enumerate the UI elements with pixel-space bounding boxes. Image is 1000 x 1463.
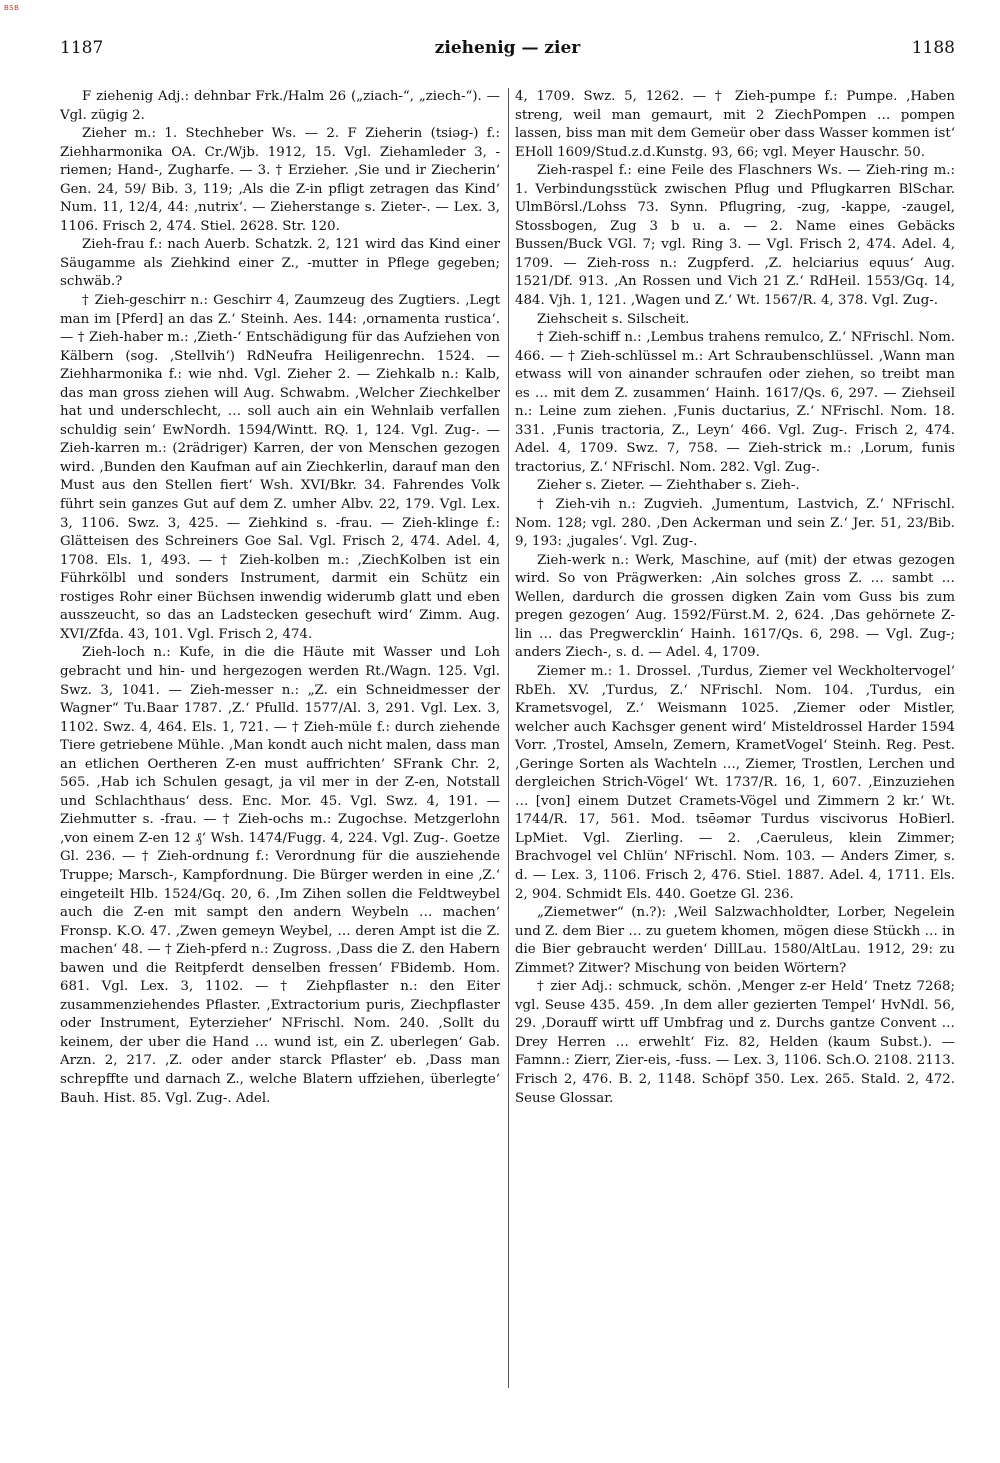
library-stamp: BSB xyxy=(4,4,20,12)
page-title: ziehenig — zier xyxy=(434,38,581,58)
entry-paragraph: Zieher m.: 1. Stechheber Ws. — 2. F Zieherin (tsiəg-) f.: Ziehharmonika OA. Cr./Wjb. 1912, 15. Vgl. Ziehamleder 3, -riemen; Hand-, Zugharfe. — 3. † Erzieher. ‚Sie und ir Ziecherin‘ Gen. 24, 59/ Bib. 3, 119; ‚Als die Z-in pfligt zetragen das Kind‘ Num. 11, 12/4, 44: ‚nutrix‘. — Zieherstange s. Zieter-. — Lex. 3, 1106. Frisch 2, 474. Stiel. 2628. Str. 120. xyxy=(60,126,500,234)
dictionary-columns xyxy=(60,88,955,1448)
entry-paragraph: Zieh-werk n.: Werk, Maschine, auf (mit) der etwas gezogen wird. So von Prägwerken: ‚Ain solches gross Z. … sambt … Wellen, dardurch die grossen digken Zain vom Guss bis zum pregen gezogen‘ Aug. 1592/Fürst.M. 2, 624. ‚Das gehörnete Z-lin … das Pregwercklin‘ Hainh. 1617/Qs. 6, 298. — Vgl. Zug-; anders Ziech-, s. d. — Adel. 4, 1709. xyxy=(515,552,955,661)
entry-paragraph: † Zieh-schiff n.: ‚Lembus trahens remulco, Z.‘ NFrischl. Nom. 466. — † Zieh-schlüssel m.: Art Schraubenschlüssel. ‚Wann man etwass will von ainander schraufen oder ziehen, so treibt man es … mit dem Z. zusammen‘ Hainh. 1617/Qs. 6, 297. — Ziehseil n.: Leine zum ziehen. ‚Funis ductarius, Z.‘ NFrischl. Nom. 18. 331. ‚Funis tractoria, Z., Leyn‘ 466. Vgl. Zug-. Frisch 2, 474. Adel. 4, 1709. Swz. 7, 758. — Zieh-strick m.: ‚Lorum, funis tractorius, Z.‘ NFrischl. Nom. 282. Vgl. Zug-. xyxy=(515,330,955,475)
entry-paragraph: „Ziemetwer“ (n.?): ‚Weil Salzwachholdter, Lorber, Negelein und Z. dem Bier … zu guetem khomen, mögen diese Stückh … in die Bier gebraucht werden‘ DillLau. 1580/AltLau. 1912, 29: zu Zimmet? Zitwer? Mischung von beiden Wörtern? xyxy=(515,905,955,976)
entry-paragraph: Zieh-raspel f.: eine Feile des Flaschners Ws. — Zieh-ring m.: 1. Verbindungsstück zwischen Pflug und Pflugkarren BlSchar. UlmBörsl./Lohss 73. Synn. Pflugring, -zug, -kappe, -zaugel, Stossbogen, Zug 3 b u. a. — 2. Name eines Gebäcks Bussen/Buck VGl. 7; vgl. Ring 3. — Vgl. Frisch 2, 474. Adel. 4, 1709. — Zieh-ross n.: Zugpferd. ‚Z. helciarius equus‘ Aug. 1521/Df. 913. ‚An Rossen und Vich 21 Z.‘ RdHeil. 1553/Gq. 14, 484. Vjh. 1, 121. ‚Wagen und Z.‘ Wt. 1567/R. 4, 378. Vgl. Zug-. xyxy=(515,163,955,309)
entry-paragraph: † zier Adj.: schmuck, schön. ‚Menger z-er Held‘ Tnetz 7268; vgl. Seuse 435. 459. ‚In dem aller gezierten Tempel‘ HvNdl. 56, 29. ‚Dorauff wirtt uff Umbfrag und z. Durchs gantze Convent … Drey Herren … erwehlt‘ Fiz. 82, Helden (kaum Subst.). — Famnn.: Zierr, Zier-eis, -fuss. — Lex. 3, 1106. Sch.O. 2108. 2113. Frisch 2, 476. B. 2, 1148. Schöpf 350. Lex. 265. Stald. 2, 472. Seuse Glossar. xyxy=(515,979,955,1106)
entry-paragraph: F ziehenig Adj.: dehnbar Frk./Halm 26 („ziach-“, „ziech-“). — Vgl. zügig 2. xyxy=(60,89,500,123)
entry-paragraph: † Zieh-geschirr n.: Geschirr 4, Zaumzeug des Zugtiers. ‚Legt man im [Pferd] an das Z.‘ Steinh. Aes. 144: ‚ornamenta rustica‘. — † Zieh-haber m.: ‚Zieth-‘ Entschädigung für das Aufziehen von Kälbern (sog. ‚Stellvih‘) RdNeufra Heiligenrechn. 1524. — Ziehharmonika f.: wie nhd. Vgl. Zieher 2. — Ziehkalb n.: Kalb, das man gross ziehen will Aug. Schwabm. ‚Welcher Ziechkelber hat und underschlecht, … soll auch ain ein Wehnlaib verfallen schuldig sein‘ EwNordh. 1594/Wintt. RQ. 1, 124. Vgl. Zug-. — Zieh-karren m.: (2rädriger) Karren, der von Menschen gezogen wird. ‚Bunden den Kaufman auf ain Ziechkerlin, darauf man den Must aus den Stellen fiert‘ Wsh. XVI/Bkr. 34. Fahrendes Volk führt sein ganzes Gut auf dem Z. umher Albv. 22, 179. Vgl. Lex. 3, 1106. Swz. 3, 425. — Ziehkind s. -frau. — Zieh-klinge f.: Glätteisen des Schreiners Goe Sal. Vgl. Frisch 2, 474. Adel. 4, 1708. Els. 1, 493. — † Zieh-kolben m.: ‚ZiechKolben ist ein Führkölbl und sonders Instrument, darmit ein Schütz ein rostiges Rohr einer Büchsen inwendig widerumb glatt und eben ausszeucht, so das an Ladstecken gesechuft wird‘ Zimm. Aug. XVI/Zfda. 43, 101. Vgl. Frisch 2, 474. xyxy=(60,293,500,642)
entry-paragraph: Zieh-loch n.: Kufe, in die die Häute mit Wasser und Loh gebracht und hin- und hergezogen werden Rt./Wagn. 125. Vgl. Swz. 3, 1041. — Zieh-messer n.: „Z. ein Schneidmesser der Wagner“ Tu.Baar 1787. ‚Z.‘ Pfulld. 1577/Al. 3, 291. Vgl. Lex. 3, 1102. Swz. 4, 464. Els. 1, 721. — † Zieh-müle f.: durch ziehende Tiere getriebene Mühle. ‚Man kondt auch nicht malen, dass man an etlichen Oertheren Z-en must auffrichten‘ SFrank Chr. 2, 565. ‚Hab ich Schulen gesagt, ja vil mer in der Z-en, Notstall und Schlachthaus‘ dess. Enc. Mor. 45. Vgl. Swz. 4, 191. — Ziehmutter s. -frau. — † Zieh-ochs m.: Zugochse. Metzgerlohn ‚von einem Z-en 12 ₰‘ Wsh. 1474/Fugg. 4, 224. Vgl. Zug-. Goetze Gl. 236. — † Zieh-ordnung f.: Verordnung für die ausziehende Truppe; Marsch-, Kampfordnung. Die Bürger werden in eine ‚Z.‘ eingeteilt Hlb. 1524/Gq. 20, 6. ‚Im Zihen sollen die Feldtweybel auch die Z-en mit sampt den andern Weybeln … machen‘ Fronsp. K.O. 47. ‚Zwen gemeyn Weybel, … deren Ampt ist die Z. machen‘ 48. — † Zieh-pferd n.: Zugross. ‚Dass die Z. den Habern bawen und die Reitpferdt denselben fressen‘ FBidemb. Hom. 681. Vgl. Lex. 3, 1102. — † Ziehpflaster n.: den Eiter zusammenziehendes Pflaster. ‚Extractorium puris, Ziechpflaster oder Instrument, Eyterzieher‘ NFrischl. Nom. 240. ‚Sollt du keinem, der uber die Hand … wund ist, ein Z. uberlegen‘ Gab. Arzn. 2, 217. ‚Z. oder ander starck Pflaster‘ eb. ‚Dass man schrepffte und darnach Z., welche Blatern uffziehen, überlegte‘ Bauh. Hist. 85. Vgl. Zug-. Adel. xyxy=(60,645,500,1106)
entry-paragraph: Zieh-frau f.: nach Auerb. Schatzk. 2, 121 wird das Kind einer Säugamme als Ziehkind einer Z., -mutter in Pflege gegeben; schwäb.? xyxy=(60,237,500,290)
entry-paragraph: † Zieh-vih n.: Zugvieh. ‚Jumentum, Lastvich, Z.‘ NFrischl. Nom. 128; vgl. 280. ‚Den Ackerman und sein Z.‘ Jer. 51, 23/Bib. 9, 193: ‚jugales‘. Vgl. Zug-. xyxy=(515,497,955,550)
entry-paragraph: 4, 1709. Swz. 5, 1262. — † Zieh-pumpe f.: Pumpe. ‚Haben streng, weil man gemaurt, mit 2 ZiechPompen … pompen lassen, biss man mit dem Gemeür ober dass Wasser kommen ist‘ EHoll 1609/Stud.z.d.Kunstg. 93, 66; vgl. Meyer Hauschr. 50. xyxy=(515,89,955,160)
left-column xyxy=(60,88,500,1448)
entry-paragraph: Ziemer m.: 1. Drossel. ‚Turdus, Ziemer vel Weckholtervogel‘ RbEh. XV. ‚Turdus, Z.‘ NFrischl. Nom. 104. ‚Turdus, ein Krametsvogel, Z.‘ Weismann 1025. ‚Ziemer oder Mistler, welcher auch Kachsger genent wird‘ Misteldrossel Harder 1594 Vorr. ‚Trostel, Amseln, Zemern, KrametVogel‘ Steinh. Reg. Pest. ‚Geringe Sorten als Wachteln …, Ziemer, Trostlen, Lerchen und dergleichen Strich-Vögel‘ Wt. 1737/R. 16, 1, 607. ‚Einzuziehen … [von] einem Dutzet Cramets-Vögel und Zimmern 2 kr.‘ Wt. 1744/R. 17, 561. Mod. tsēəmər Turdus viscivorus HoBierl. LpMiet. Vgl. Zierling. — 2. ‚Caeruleus, klein Zimmer; Brachvogel vel Chlün‘ NFrischl. Nom. 103. — Anders Zimer, s. d. — Lex. 3, 1106. Frisch 2, 476. Stiel. 1887. Adel. 4, 1711. Els. 2, 904. Schmidt Els. 440. Goetze Gl. 236. xyxy=(515,663,955,902)
entry-paragraph: Ziehscheit s. Silscheit. xyxy=(537,311,690,327)
entry-paragraph: Zieher s. Zieter. — Ziehthaber s. Zieh-. xyxy=(537,478,800,494)
right-column xyxy=(515,88,955,1448)
left-column-number: 1187 xyxy=(60,38,104,58)
right-column-number: 1188 xyxy=(911,38,955,58)
page-header xyxy=(60,38,955,68)
